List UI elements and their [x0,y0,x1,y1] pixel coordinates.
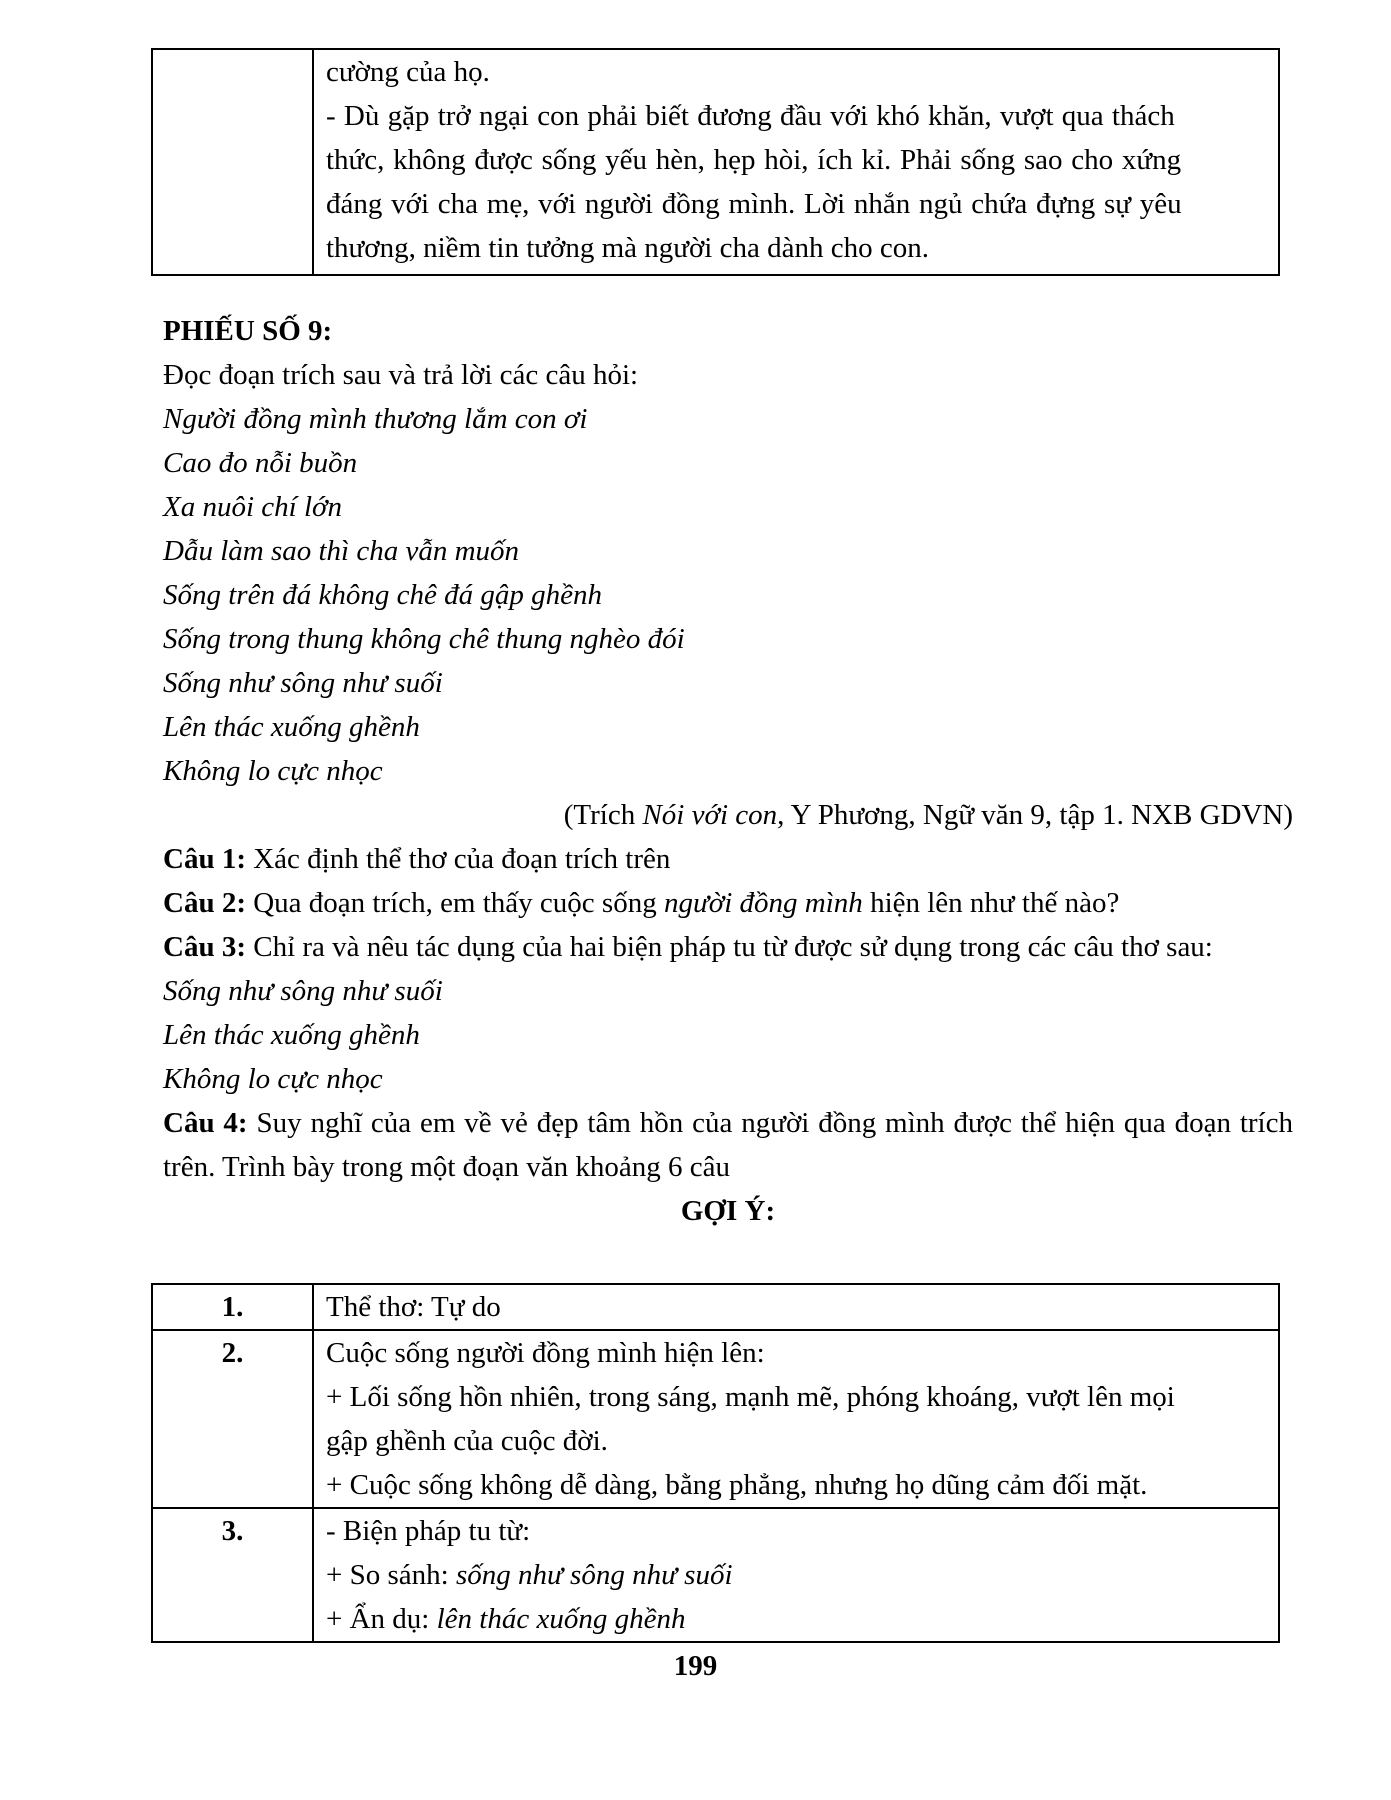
table-text-line: - Dù gặp trở ngại con phải biết đương đầu với khó khăn, vượt qua thách [326,100,1175,132]
question-text: hiện lên như thế nào? [862,887,1120,919]
poem-line: Lên thác xuống ghềnh [163,1019,420,1051]
table-row [152,1508,1279,1642]
question-label: Câu 2: [163,887,246,919]
answer-number: 2. [152,1330,313,1508]
page-number: 199 [673,1650,718,1682]
table-row [152,1330,1279,1508]
answer-content [313,1330,1279,1508]
question-label: Câu 3: [163,931,246,963]
poem-line: Sống như sông như suối [163,975,443,1007]
poem-line: Lên thác xuống ghềnh [163,711,420,743]
poem-line: Dẫu làm sao thì cha vẫn muốn [163,535,520,567]
table-cell-content [313,49,1279,275]
question-text: Suy nghĩ của em về vẻ đẹp tâm hồn của người đồng mình được thể hiện qua đoạn trích trên. Trình bày trong một đoạn văn khoảng 6 câu [163,1107,1293,1183]
source-suffix: , Y Phương, Ngữ văn 9, tập 1. NXB GDVN) [777,799,1293,831]
table-text-line: thương, niềm tin tưởng mà người cha dành cho con. [326,232,929,264]
answer-line [326,1597,1266,1641]
answer-line: + Cuộc sống không dễ dàng, bằng phẳng, nhưng họ dũng cảm đối mặt. [326,1469,1148,1501]
answer-label: + Ẩn dụ: [326,1603,437,1635]
answer-line: + Lối sống hồn nhiên, trong sáng, mạnh mẽ, phóng khoáng, vượt lên mọi [326,1381,1175,1413]
question-2 [163,881,1293,925]
table-cell-empty [152,49,313,275]
answer-example: sống như sông như suối [455,1559,733,1591]
answer-content [313,1284,1279,1330]
instruction-text: Đọc đoạn trích sau và trả lời các câu hỏi: [163,359,639,391]
source-work-title: Nói với con [642,799,778,831]
table-row [152,49,1279,275]
answer-line: - Biện pháp tu từ: [326,1515,531,1547]
question-3 [163,925,1293,969]
question-emphasis: người đồng mình [663,887,863,919]
poem-line: Sống như sông như suối [163,667,443,699]
answer-line: Cuộc sống người đồng mình hiện lên: [326,1337,765,1369]
poem-line: Xa nuôi chí lớn [163,491,342,523]
poem-line: Sống trong thung không chê thung nghèo đói [163,623,685,655]
answer-content [313,1508,1279,1642]
table-text-line: cường của họ. [326,56,490,88]
worksheet-title: PHIẾU SỐ 9: [163,315,333,347]
question-text: Chỉ ra và nêu tác dụng của hai biện pháp tu từ được sử dụng trong các câu thơ sau: [245,931,1213,963]
answer-number: 1. [152,1284,313,1330]
answer-line: Thể thơ: Tự do [326,1291,501,1323]
answer-label: + So sánh: [326,1559,456,1591]
question-text: Xác định thể thơ của đoạn trích trên [245,843,671,875]
hint-title: GỢI Ý: [680,1195,776,1227]
poem-line: Không lo cực nhọc [163,1063,383,1095]
source-prefix: (Trích [563,799,643,831]
answer-line: gập ghềnh của cuộc đời. [326,1425,608,1457]
question-1 [163,837,1293,881]
poem-source [163,793,1293,837]
poem-line: Người đồng mình thương lắm con ơi [163,403,588,435]
answer-number: 3. [152,1508,313,1642]
poem-line: Không lo cực nhọc [163,755,383,787]
poem-line: Cao đo nỗi buồn [163,447,358,479]
question-text: Qua đoạn trích, em thấy cuộc sống [245,887,664,919]
question-label: Câu 1: [163,843,246,875]
poem-line: Sống trên đá không chê đá gập ghềnh [163,579,602,611]
question-4 [163,1101,1293,1189]
continuation-table [151,48,1280,276]
table-text-line: đáng với cha mẹ, với người đồng mình. Lời nhắn ngủ chứa đựng sự yêu [326,188,1182,220]
table-text-line: thức, không được sống yếu hèn, hẹp hòi, ích kỉ. Phải sống sao cho xứng [326,144,1182,176]
table-row [152,1284,1279,1330]
worksheet-body [163,309,1293,1233]
answer-example: lên thác xuống ghềnh [436,1603,686,1635]
answers-table [151,1283,1280,1643]
question-label: Câu 4: [163,1107,248,1139]
answer-line [326,1553,1266,1597]
